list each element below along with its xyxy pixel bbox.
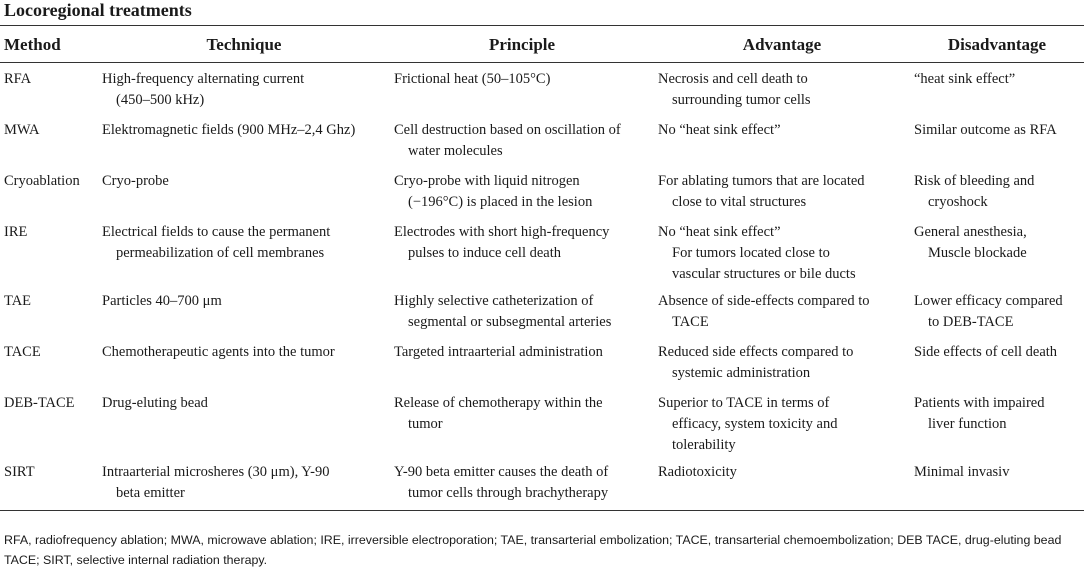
cell-line: MWA xyxy=(4,122,40,138)
cell-line: Release of chemotherapy within the xyxy=(394,395,603,411)
treatments-table xyxy=(0,25,1084,511)
cell-content xyxy=(102,171,386,192)
cell-content xyxy=(658,222,906,285)
cell-line: No “heat sink effect” xyxy=(658,224,781,240)
cell-line: High-frequency alternating current xyxy=(102,71,305,87)
cell-technique xyxy=(98,216,390,285)
cell-content xyxy=(4,462,94,483)
cell-line: Side effects of cell death xyxy=(914,344,1058,360)
cell-content xyxy=(394,69,650,90)
cell-technique xyxy=(98,456,390,511)
cell-line: cryoshock xyxy=(928,194,988,210)
cell-line: Lower efficacy compared xyxy=(914,293,1063,309)
cell-content xyxy=(914,462,1080,483)
cell-line: Frictional heat (50–105°C) xyxy=(394,71,551,87)
cell-content xyxy=(102,222,386,264)
cell-disadvantage xyxy=(910,387,1084,456)
cell-content xyxy=(394,462,650,504)
cell-content xyxy=(4,222,94,243)
cell-line: SIRT xyxy=(4,464,35,480)
cell-line: Drug-eluting bead xyxy=(102,395,208,411)
table-row xyxy=(0,456,1084,511)
cell-method xyxy=(0,387,98,456)
cell-content xyxy=(394,342,650,363)
cell-content xyxy=(4,291,94,312)
cell-line: For tumors located close to xyxy=(672,245,830,261)
cell-principle xyxy=(390,114,654,165)
cell-line: Similar outcome as RFA xyxy=(914,122,1057,138)
cell-line: (450–500 kHz) xyxy=(116,92,205,108)
cell-line: Superior to TACE in terms of xyxy=(658,395,830,411)
cell-content xyxy=(4,171,94,192)
cell-advantage xyxy=(654,285,910,336)
cell-line: Highly selective catheterization of xyxy=(394,293,594,309)
cell-principle xyxy=(390,285,654,336)
cell-content xyxy=(658,120,906,141)
cell-content xyxy=(914,291,1080,333)
cell-line: Muscle blockade xyxy=(928,245,1027,261)
cell-content xyxy=(4,69,94,90)
cell-disadvantage xyxy=(910,456,1084,511)
cell-advantage xyxy=(654,216,910,285)
cell-content xyxy=(4,393,94,414)
cell-line: systemic administration xyxy=(672,365,811,381)
cell-line: pulses to induce cell death xyxy=(408,245,562,261)
cell-line: Cryo-probe xyxy=(102,173,169,189)
cell-line: vascular structures or bile ducts xyxy=(672,266,856,282)
cell-line: efficacy, system toxicity and xyxy=(672,416,838,432)
cell-line: DEB-TACE xyxy=(4,395,75,411)
cell-line: Chemotherapeutic agents into the tumor xyxy=(102,344,335,360)
cell-content xyxy=(394,393,650,435)
cell-disadvantage xyxy=(910,114,1084,165)
cell-line: RFA xyxy=(4,71,32,87)
cell-line: close to vital structures xyxy=(672,194,807,210)
cell-line: permeabilization of cell membranes xyxy=(116,245,325,261)
cell-line: surrounding tumor cells xyxy=(672,92,811,108)
cell-advantage xyxy=(654,387,910,456)
cell-line: General anesthesia, xyxy=(914,224,1027,240)
cell-content xyxy=(102,462,386,504)
cell-content xyxy=(914,120,1080,141)
header-row xyxy=(0,26,1084,63)
cell-line: Reduced side effects compared to xyxy=(658,344,854,360)
cell-content xyxy=(914,222,1080,264)
cell-line: tolerability xyxy=(672,437,736,453)
cell-content xyxy=(658,69,906,111)
header-principle: Principle xyxy=(390,26,654,63)
cell-line: Cryoablation xyxy=(4,173,80,189)
cell-line: Necrosis and cell death to xyxy=(658,71,808,87)
cell-content xyxy=(102,393,386,414)
header-technique: Technique xyxy=(98,26,390,63)
cell-line: (−196°C) is placed in the lesion xyxy=(408,194,593,210)
cell-line: Risk of bleeding and xyxy=(914,173,1035,189)
header-method: Method xyxy=(0,26,98,63)
cell-method xyxy=(0,114,98,165)
cell-content xyxy=(658,291,906,333)
cell-content xyxy=(394,120,650,162)
cell-line: Particles 40–700 μm xyxy=(102,293,222,309)
cell-principle xyxy=(390,165,654,216)
cell-line: For ablating tumors that are located xyxy=(658,173,865,189)
cell-line: Radiotoxicity xyxy=(658,464,737,480)
header-advantage: Advantage xyxy=(654,26,910,63)
cell-line: Targeted intraarterial administration xyxy=(394,344,603,360)
cell-principle xyxy=(390,216,654,285)
cell-line: tumor cells through brachytherapy xyxy=(408,485,609,501)
cell-line: Electrical fields to cause the permanent xyxy=(102,224,331,240)
cell-content xyxy=(4,342,94,363)
cell-technique xyxy=(98,387,390,456)
cell-content xyxy=(658,171,906,213)
cell-line: Patients with impaired xyxy=(914,395,1045,411)
cell-disadvantage xyxy=(910,216,1084,285)
table-header xyxy=(0,26,1084,63)
cell-content xyxy=(4,120,94,141)
cell-technique xyxy=(98,285,390,336)
cell-content xyxy=(102,342,386,363)
cell-line: Cell destruction based on oscillation of xyxy=(394,122,621,138)
cell-content xyxy=(102,69,386,111)
cell-method xyxy=(0,456,98,511)
cell-content xyxy=(102,291,386,312)
cell-advantage xyxy=(654,114,910,165)
cell-technique xyxy=(98,336,390,387)
cell-line: water molecules xyxy=(408,143,503,159)
cell-advantage xyxy=(654,456,910,511)
cell-method xyxy=(0,285,98,336)
cell-principle xyxy=(390,63,654,115)
table-row xyxy=(0,216,1084,285)
cell-line: Absence of side-effects compared to xyxy=(658,293,870,309)
cell-disadvantage xyxy=(910,63,1084,115)
table-row xyxy=(0,114,1084,165)
cell-content xyxy=(658,393,906,456)
cell-line: IRE xyxy=(4,224,28,240)
cell-line: No “heat sink effect” xyxy=(658,122,781,138)
cell-advantage xyxy=(654,165,910,216)
cell-line: TACE xyxy=(672,314,709,330)
cell-line: TAE xyxy=(4,293,32,309)
table-row xyxy=(0,63,1084,115)
cell-line: beta emitter xyxy=(116,485,185,501)
cell-principle xyxy=(390,387,654,456)
cell-technique xyxy=(98,165,390,216)
cell-technique xyxy=(98,114,390,165)
cell-content xyxy=(102,120,386,141)
cell-method xyxy=(0,165,98,216)
cell-method xyxy=(0,336,98,387)
cell-content xyxy=(914,171,1080,213)
table-row xyxy=(0,165,1084,216)
table-caption: Locoregional treatments xyxy=(4,0,192,20)
cell-line: Elektromagnetic fields (900 MHz–2,4 Ghz) xyxy=(102,122,356,138)
cell-content xyxy=(394,171,650,213)
cell-line: Electrodes with short high-frequency xyxy=(394,224,610,240)
cell-advantage xyxy=(654,336,910,387)
cell-advantage xyxy=(654,63,910,115)
cell-line: segmental or subsegmental arteries xyxy=(408,314,612,330)
cell-content xyxy=(658,462,906,483)
header-disadvantage: Disadvantage xyxy=(910,26,1084,63)
cell-content xyxy=(914,342,1080,363)
cell-technique xyxy=(98,63,390,115)
cell-content xyxy=(914,69,1080,90)
cell-disadvantage xyxy=(910,336,1084,387)
table-body xyxy=(0,63,1084,511)
cell-line: Cryo-probe with liquid nitrogen xyxy=(394,173,580,189)
cell-line: “heat sink effect” xyxy=(914,71,1016,87)
cell-content xyxy=(394,222,650,264)
cell-disadvantage xyxy=(910,165,1084,216)
cell-line: tumor xyxy=(408,416,443,432)
cell-content xyxy=(394,291,650,333)
table-row xyxy=(0,336,1084,387)
cell-line: liver function xyxy=(928,416,1007,432)
cell-content xyxy=(914,393,1080,435)
cell-principle xyxy=(390,336,654,387)
cell-line: Y-90 beta emitter causes the death of xyxy=(394,464,609,480)
cell-line: Intraarterial microsheres (30 μm), Y-90 xyxy=(102,464,330,480)
cell-line: Minimal invasiv xyxy=(914,464,1010,480)
cell-method xyxy=(0,216,98,285)
table-row xyxy=(0,285,1084,336)
cell-line: TACE xyxy=(4,344,41,360)
cell-content xyxy=(658,342,906,384)
cell-principle xyxy=(390,456,654,511)
table-footnote: RFA, radiofrequency ablation; MWA, microwave ablation; IRE, irreversible electroporation; TAE, transarterial embolization; TACE, transarterial chemoembolization; DEB TACE, drug-eluting bead TACE; SIRT, selective internal radiation therapy. xyxy=(4,533,1062,567)
cell-disadvantage xyxy=(910,285,1084,336)
table-row xyxy=(0,387,1084,456)
cell-method xyxy=(0,63,98,115)
cell-line: to DEB-TACE xyxy=(928,314,1014,330)
